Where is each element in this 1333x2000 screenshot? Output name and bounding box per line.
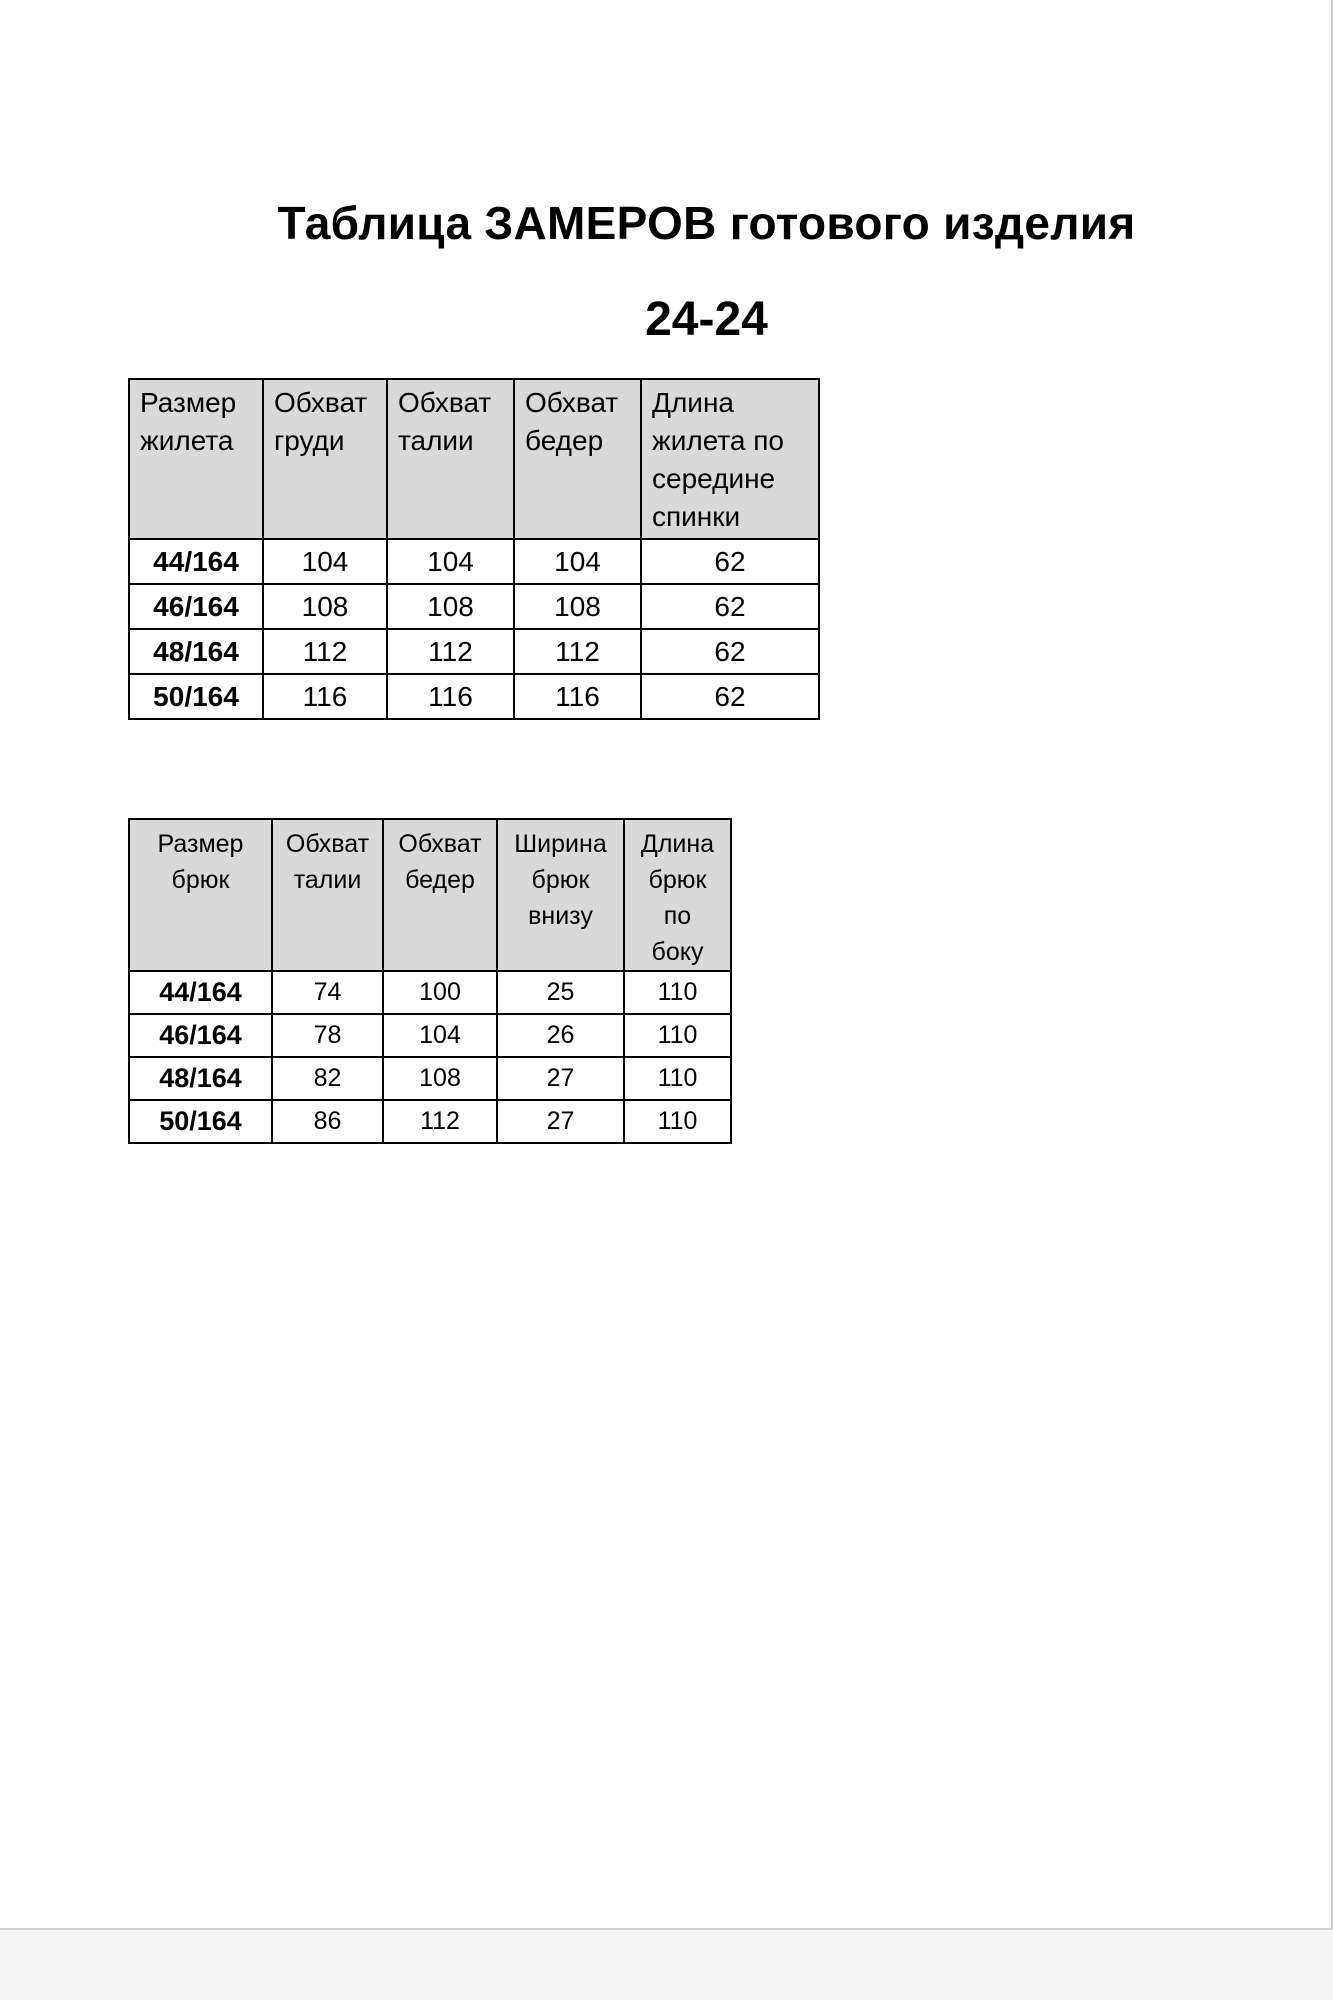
value-cell: 26: [497, 1014, 624, 1057]
size-cell: 46/164: [129, 1014, 272, 1057]
size-cell: 44/164: [129, 971, 272, 1014]
size-cell: 44/164: [129, 539, 263, 584]
value-cell: 110: [624, 971, 731, 1014]
table-header-row: [129, 819, 731, 971]
value-cell: 25: [497, 971, 624, 1014]
model-code: 24-24: [645, 293, 768, 346]
table-row: [129, 1057, 731, 1100]
vest-measurements-table: [128, 378, 820, 720]
size-cell: 50/164: [129, 674, 263, 719]
header-bottom-width: Ширина брюк внизу: [497, 819, 624, 971]
header-side-length: Длина брюк по боку: [624, 819, 731, 971]
value-cell: 62: [641, 539, 819, 584]
value-cell: 78: [272, 1014, 383, 1057]
header-vest-size: Размер жилета: [129, 379, 263, 539]
table-row: [129, 674, 819, 719]
table-header-row: [129, 379, 819, 539]
size-cell: 46/164: [129, 584, 263, 629]
header-chest-girth: Обхват груди: [263, 379, 387, 539]
table-row: [129, 539, 819, 584]
header-pants-size: Размер брюк: [129, 819, 272, 971]
value-cell: 108: [263, 584, 387, 629]
table-row: [129, 629, 819, 674]
value-cell: 112: [263, 629, 387, 674]
table-row: [129, 584, 819, 629]
value-cell: 62: [641, 674, 819, 719]
header-waist-girth: Обхват талии: [272, 819, 383, 971]
value-cell: 74: [272, 971, 383, 1014]
table-row: [129, 1014, 731, 1057]
value-cell: 86: [272, 1100, 383, 1143]
value-cell: 116: [514, 674, 641, 719]
size-cell: 50/164: [129, 1100, 272, 1143]
value-cell: 62: [641, 584, 819, 629]
value-cell: 82: [272, 1057, 383, 1100]
value-cell: 108: [514, 584, 641, 629]
value-cell: 108: [383, 1057, 497, 1100]
value-cell: 100: [383, 971, 497, 1014]
value-cell: 112: [514, 629, 641, 674]
table-row: [129, 971, 731, 1014]
header-hip-girth: Обхват бедер: [383, 819, 497, 971]
value-cell: 27: [497, 1057, 624, 1100]
value-cell: 104: [263, 539, 387, 584]
value-cell: 62: [641, 629, 819, 674]
value-cell: 112: [383, 1100, 497, 1143]
value-cell: 108: [387, 584, 514, 629]
value-cell: 110: [624, 1057, 731, 1100]
value-cell: 110: [624, 1100, 731, 1143]
header-waist-girth: Обхват талии: [387, 379, 514, 539]
document-title: Таблица ЗАМЕРОВ готового изделия: [277, 197, 1136, 249]
size-cell: 48/164: [129, 1057, 272, 1100]
value-cell: 27: [497, 1100, 624, 1143]
value-cell: 116: [263, 674, 387, 719]
page-bottom-margin: [0, 1930, 1333, 2000]
header-hip-girth: Обхват бедер: [514, 379, 641, 539]
table-row: [129, 1100, 731, 1143]
value-cell: 112: [387, 629, 514, 674]
value-cell: 110: [624, 1014, 731, 1057]
header-vest-back-length: Длина жилета по середине спинки: [641, 379, 819, 539]
value-cell: 104: [514, 539, 641, 584]
pants-measurements-table: [128, 818, 732, 1144]
value-cell: 116: [387, 674, 514, 719]
value-cell: 104: [387, 539, 514, 584]
value-cell: 104: [383, 1014, 497, 1057]
size-cell: 48/164: [129, 629, 263, 674]
